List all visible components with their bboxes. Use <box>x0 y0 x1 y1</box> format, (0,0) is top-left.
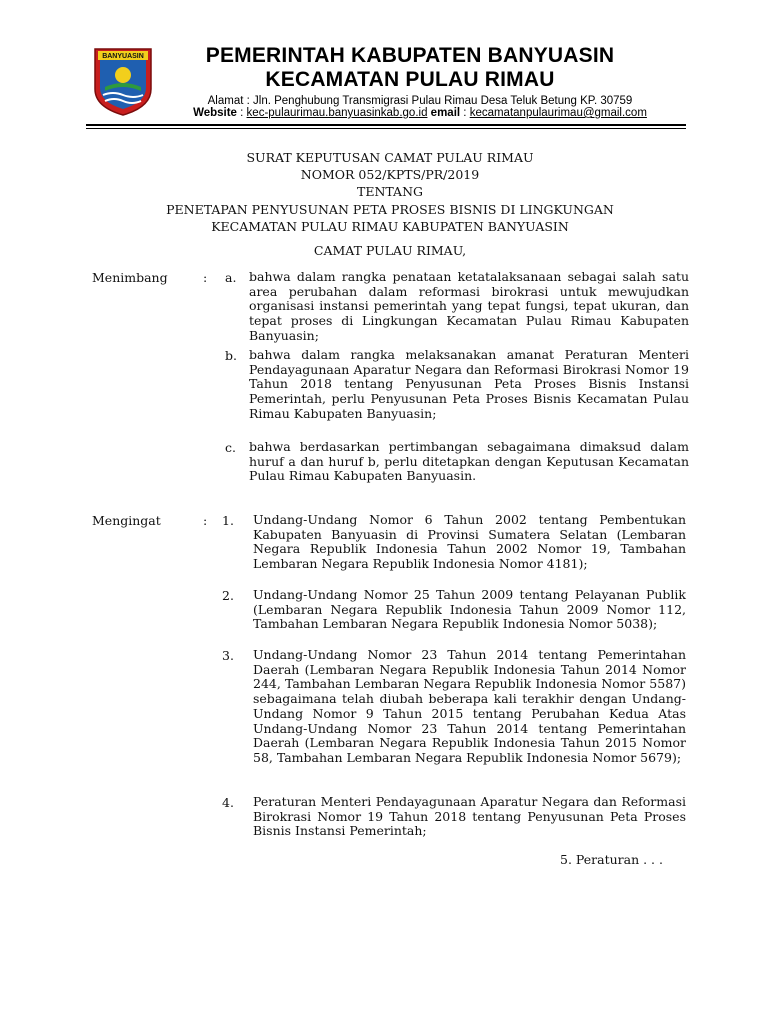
mengingat-label: Mengingat <box>92 513 161 528</box>
decree-subject-line1: PENETAPAN PENYUSUNAN PETA PROSES BISNIS DI LINGKUNGAN <box>166 202 614 217</box>
menimbang-marker-b: b. <box>225 348 237 363</box>
decree-tentang: TENTANG <box>356 184 423 199</box>
banyuasin-emblem <box>91 45 155 117</box>
logo-text: BANYUASIN <box>102 53 144 60</box>
kop-divider-thin <box>86 128 686 129</box>
email-link[interactable]: kecamatanpulaurimau@gmail.com <box>469 107 647 119</box>
kop-contact <box>160 107 680 119</box>
mengingat-item-4: Peraturan Menteri Pendayagunaan Aparatur Negara dan Reformasi Birokrasi Nomor 19 Tahun 2018 tentang Penyusunan Peta Proses Bisnis Instansi Pemerintah; <box>253 794 686 839</box>
mengingat-marker-4: 4. <box>222 795 234 810</box>
decree-number: NOMOR 052/KPTS/PR/2019 <box>300 167 480 182</box>
decree-authority: CAMAT PULAU RIMAU, <box>313 243 467 258</box>
mengingat-item-3: Undang-Undang Nomor 23 Tahun 2014 tentang Pemerintahan Daerah (Lembaran Negara Republik Indonesia Tahun 2014 Nomor 244, Tambahan Lembaran Negara Republik Indonesia Nomor 5587) sebagaimana telah diubah beberapa kali terakhir dengan Undang-Undang Nomor 9 Tahun 2015 tentang Perubahan Kedua Atas Undang-Undang Nomor 23 Tahun 2014 tentang Pemerintahan Daerah (Lembaran Negara Republik Indonesia Tahun 2015 Nomor 58, Tambahan Lembaran Negara Republik Indonesia Nomor 5679); <box>253 647 686 765</box>
kop-title-line2: KECAMATAN PULAU RIMAU <box>265 68 555 91</box>
email-separator: : <box>463 107 470 119</box>
decree-subject-line2: KECAMATAN PULAU RIMAU KABUPATEN BANYUASIN <box>211 219 569 234</box>
website-label: Website <box>193 107 237 119</box>
continuation-note: 5. Peraturan . . . <box>560 852 663 867</box>
email-label: email <box>430 107 461 119</box>
mengingat-marker-3: 3. <box>222 648 234 663</box>
mengingat-colon: : <box>203 513 208 528</box>
mengingat-marker-1: 1. <box>222 513 234 528</box>
kop-title-line1: PEMERINTAH KABUPATEN BANYUASIN <box>205 44 615 67</box>
menimbang-label: Menimbang <box>92 270 168 285</box>
menimbang-item-b: bahwa dalam rangka melaksanakan amanat Peraturan Menteri Pendayagunaan Aparatur Negara dan Reformasi Birokrasi Nomor 19 Tahun 2018 tentang Penyusunan Peta Proses Bisnis Instansi Pemerintah, perlu Penyusunan Peta Proses Bisnis Kecamatan Pulau Rimau Kabupaten Banyuasin; <box>249 347 689 421</box>
mengingat-marker-2: 2. <box>222 588 234 603</box>
mengingat-item-1: Undang-Undang Nomor 6 Tahun 2002 tentang Pembentukan Kabupaten Banyuasin di Provinsi Sumatera Selatan (Lembaran Negara Republik Indonesia Tahun 2002 Nomor 19, Tambahan Lembaran Negara Republik Indonesia Nomor 4181); <box>253 512 686 572</box>
decree-title: SURAT KEPUTUSAN CAMAT PULAU RIMAU <box>246 150 534 165</box>
menimbang-colon: : <box>203 270 208 285</box>
menimbang-marker-a: a. <box>225 270 237 285</box>
mengingat-item-2: Undang-Undang Nomor 25 Tahun 2009 tentang Pelayanan Publik (Lembaran Negara Republik Indonesia Tahun 2009 Nomor 112, Tambahan Lembaran Negara Republik Indonesia Nomor 5038); <box>253 587 686 632</box>
kop-address: Alamat : Jln. Penghubung Transmigrasi Pulau Rimau Desa Teluk Betung KP. 30759 <box>207 95 633 107</box>
menimbang-item-a: bahwa dalam rangka penataan ketatalaksanaan sebagai salah satu area perubahan dalam reformasi birokrasi untuk mewujudkan organisasi instansi pemerintah yang tepat fungsi, tepat ukuran, dan tepat proses di Lingkungan Kecamatan Pulau Rimau Kabupaten Banyuasin; <box>249 269 689 343</box>
website-link[interactable]: kec-pulaurimau.banyuasinkab.go.id <box>246 107 428 119</box>
kop-divider-thick <box>86 124 686 126</box>
website-separator: : <box>240 107 247 119</box>
menimbang-item-c: bahwa berdasarkan pertimbangan sebagaimana dimaksud dalam huruf a dan huruf b, perlu ditetapkan dengan Keputusan Kecamatan Pulau Rimau Kabupaten Banyuasin. <box>249 439 689 484</box>
menimbang-marker-c: c. <box>225 440 236 455</box>
